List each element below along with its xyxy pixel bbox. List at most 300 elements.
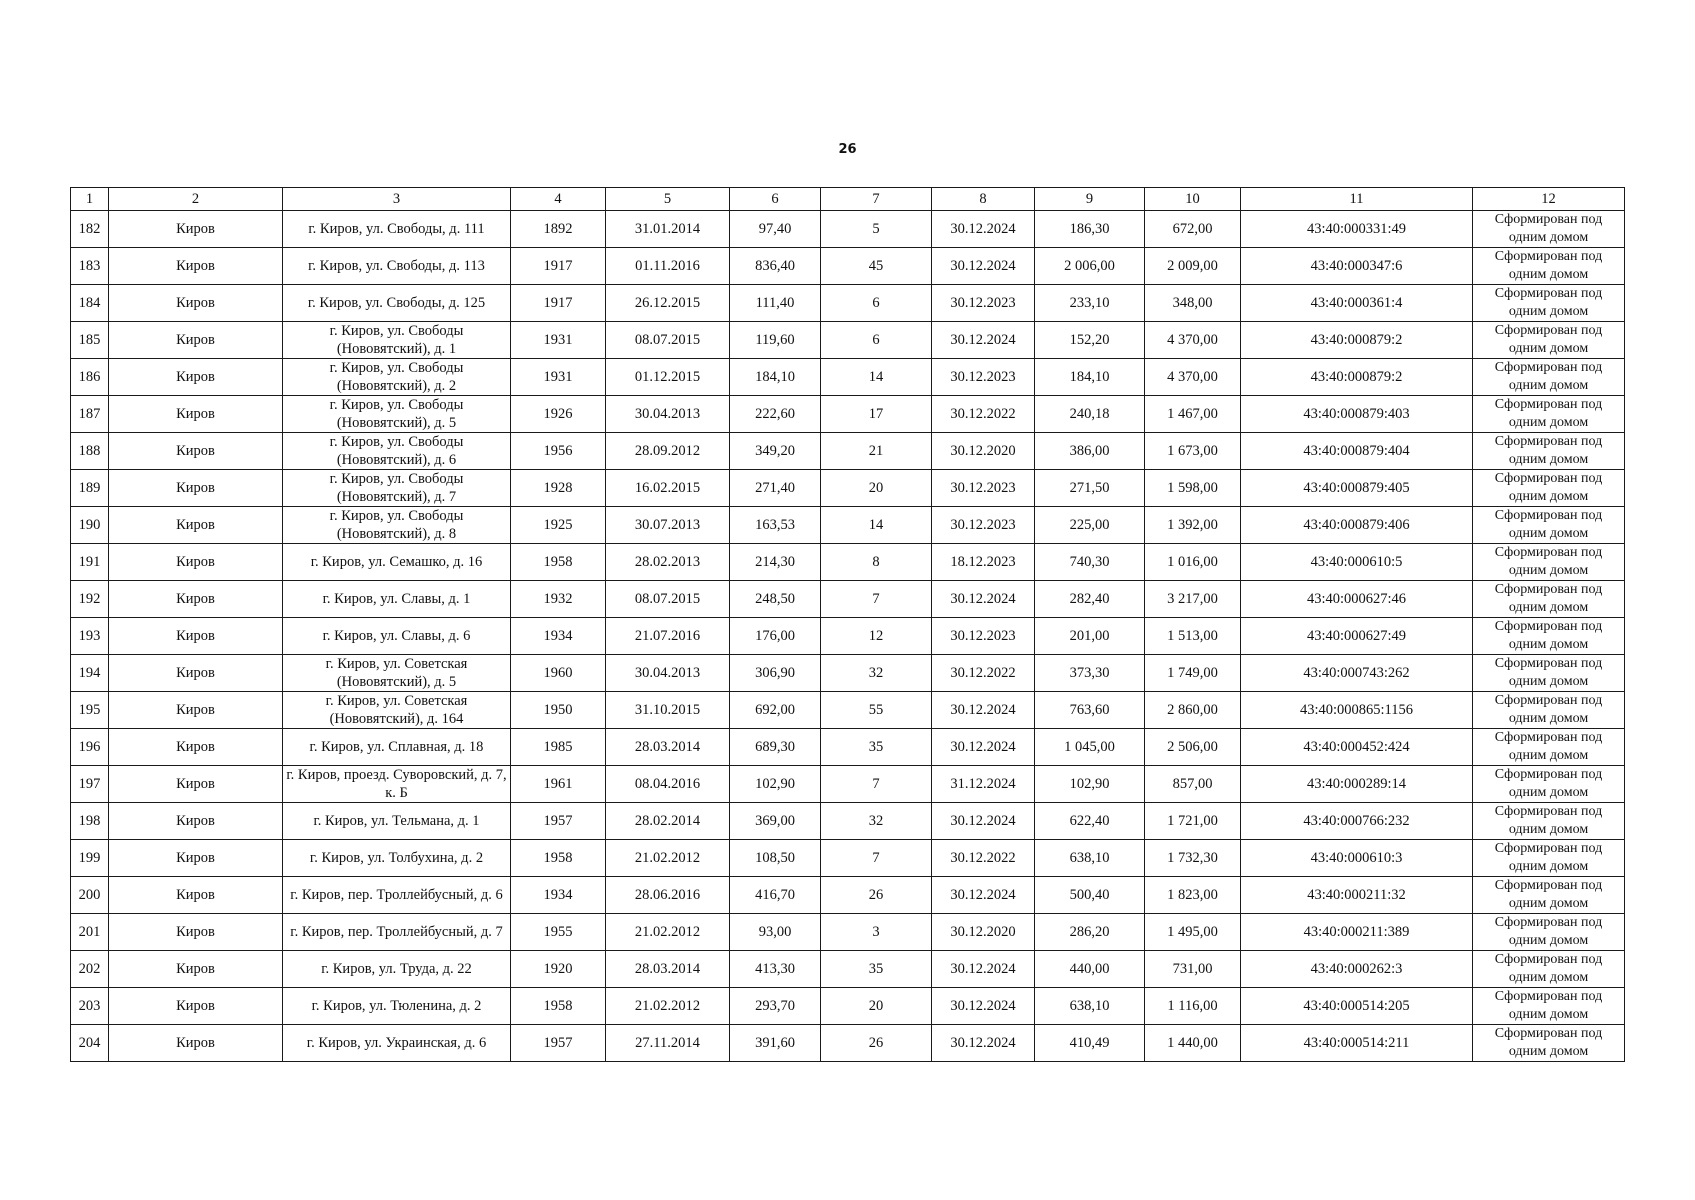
residents-cell: 12 bbox=[821, 618, 932, 655]
status-cell: Сформирован под одним домом bbox=[1473, 729, 1625, 766]
date-cell: 30.07.2013 bbox=[606, 507, 730, 544]
row-number-cell: 202 bbox=[71, 951, 109, 988]
cadastral-number-cell: 43:40:000879:403 bbox=[1241, 396, 1473, 433]
date-cell: 30.04.2013 bbox=[606, 655, 730, 692]
column-header-2: 2 bbox=[109, 188, 283, 211]
total-area-cell: 201,00 bbox=[1035, 618, 1145, 655]
date-cell: 28.06.2016 bbox=[606, 877, 730, 914]
cadastral-number-cell: 43:40:000743:262 bbox=[1241, 655, 1473, 692]
table-row bbox=[71, 655, 1625, 692]
column-header-5: 5 bbox=[606, 188, 730, 211]
row-number-cell: 184 bbox=[71, 285, 109, 322]
address-cell: г. Киров, ул. Толбухина, д. 2 bbox=[283, 840, 511, 877]
date-cell: 27.11.2014 bbox=[606, 1025, 730, 1062]
deadline-date-cell: 30.12.2024 bbox=[932, 322, 1035, 359]
year-built-cell: 1892 bbox=[511, 211, 606, 248]
total-area-cell: 763,60 bbox=[1035, 692, 1145, 729]
year-built-cell: 1934 bbox=[511, 618, 606, 655]
land-area-cell: 4 370,00 bbox=[1145, 359, 1241, 396]
column-header-1: 1 bbox=[71, 188, 109, 211]
deadline-date-cell: 30.12.2024 bbox=[932, 951, 1035, 988]
deadline-date-cell: 30.12.2022 bbox=[932, 396, 1035, 433]
cadastral-number-cell: 43:40:000514:211 bbox=[1241, 1025, 1473, 1062]
table-row bbox=[71, 211, 1625, 248]
total-area-cell: 152,20 bbox=[1035, 322, 1145, 359]
year-built-cell: 1956 bbox=[511, 433, 606, 470]
land-area-cell: 1 440,00 bbox=[1145, 1025, 1241, 1062]
address-cell: г. Киров, ул. Украинская, д. 6 bbox=[283, 1025, 511, 1062]
cadastral-number-cell: 43:40:000361:4 bbox=[1241, 285, 1473, 322]
status-cell: Сформирован под одним домом bbox=[1473, 581, 1625, 618]
table-row bbox=[71, 396, 1625, 433]
status-cell: Сформирован под одним домом bbox=[1473, 655, 1625, 692]
cadastral-number-cell: 43:40:000879:404 bbox=[1241, 433, 1473, 470]
year-built-cell: 1957 bbox=[511, 1025, 606, 1062]
cadastral-number-cell: 43:40:000766:232 bbox=[1241, 803, 1473, 840]
land-area-cell: 1 749,00 bbox=[1145, 655, 1241, 692]
status-cell: Сформирован под одним домом bbox=[1473, 359, 1625, 396]
residents-cell: 32 bbox=[821, 655, 932, 692]
date-cell: 16.02.2015 bbox=[606, 470, 730, 507]
status-cell: Сформирован под одним домом bbox=[1473, 544, 1625, 581]
area-cell: 108,50 bbox=[730, 840, 821, 877]
date-cell: 31.01.2014 bbox=[606, 211, 730, 248]
status-cell: Сформирован под одним домом bbox=[1473, 433, 1625, 470]
status-cell: Сформирован под одним домом bbox=[1473, 322, 1625, 359]
cadastral-number-cell: 43:40:000211:32 bbox=[1241, 877, 1473, 914]
residents-cell: 6 bbox=[821, 322, 932, 359]
row-number-cell: 197 bbox=[71, 766, 109, 803]
row-number-cell: 201 bbox=[71, 914, 109, 951]
row-number-cell: 194 bbox=[71, 655, 109, 692]
status-cell: Сформирован под одним домом bbox=[1473, 211, 1625, 248]
total-area-cell: 373,30 bbox=[1035, 655, 1145, 692]
year-built-cell: 1950 bbox=[511, 692, 606, 729]
date-cell: 28.03.2014 bbox=[606, 951, 730, 988]
land-area-cell: 1 732,30 bbox=[1145, 840, 1241, 877]
residents-cell: 17 bbox=[821, 396, 932, 433]
deadline-date-cell: 30.12.2020 bbox=[932, 914, 1035, 951]
deadline-date-cell: 30.12.2024 bbox=[932, 729, 1035, 766]
year-built-cell: 1928 bbox=[511, 470, 606, 507]
row-number-cell: 188 bbox=[71, 433, 109, 470]
address-cell: г. Киров, ул. Тельмана, д. 1 bbox=[283, 803, 511, 840]
table-row bbox=[71, 581, 1625, 618]
table-row bbox=[71, 248, 1625, 285]
land-area-cell: 3 217,00 bbox=[1145, 581, 1241, 618]
deadline-date-cell: 30.12.2024 bbox=[932, 1025, 1035, 1062]
land-area-cell: 348,00 bbox=[1145, 285, 1241, 322]
row-number-cell: 195 bbox=[71, 692, 109, 729]
row-number-cell: 191 bbox=[71, 544, 109, 581]
status-cell: Сформирован под одним домом bbox=[1473, 951, 1625, 988]
row-number-cell: 186 bbox=[71, 359, 109, 396]
municipality-cell: Киров bbox=[109, 248, 283, 285]
deadline-date-cell: 31.12.2024 bbox=[932, 766, 1035, 803]
row-number-cell: 198 bbox=[71, 803, 109, 840]
table-row bbox=[71, 877, 1625, 914]
date-cell: 28.03.2014 bbox=[606, 729, 730, 766]
column-header-9: 9 bbox=[1035, 188, 1145, 211]
deadline-date-cell: 30.12.2023 bbox=[932, 507, 1035, 544]
residents-cell: 32 bbox=[821, 803, 932, 840]
table-body bbox=[71, 211, 1625, 1062]
deadline-date-cell: 30.12.2024 bbox=[932, 877, 1035, 914]
table-row bbox=[71, 544, 1625, 581]
cadastral-number-cell: 43:40:000879:2 bbox=[1241, 322, 1473, 359]
column-header-3: 3 bbox=[283, 188, 511, 211]
address-cell: г. Киров, проезд. Суворовский, д. 7, к. Б bbox=[283, 766, 511, 803]
register-table bbox=[70, 187, 1625, 1062]
address-cell: г. Киров, ул. Семашко, д. 16 bbox=[283, 544, 511, 581]
table-row bbox=[71, 285, 1625, 322]
residents-cell: 35 bbox=[821, 951, 932, 988]
residents-cell: 7 bbox=[821, 766, 932, 803]
year-built-cell: 1961 bbox=[511, 766, 606, 803]
deadline-date-cell: 30.12.2023 bbox=[932, 470, 1035, 507]
land-area-cell: 1 673,00 bbox=[1145, 433, 1241, 470]
total-area-cell: 500,40 bbox=[1035, 877, 1145, 914]
year-built-cell: 1917 bbox=[511, 285, 606, 322]
total-area-cell: 233,10 bbox=[1035, 285, 1145, 322]
column-header-7: 7 bbox=[821, 188, 932, 211]
area-cell: 184,10 bbox=[730, 359, 821, 396]
municipality-cell: Киров bbox=[109, 877, 283, 914]
year-built-cell: 1958 bbox=[511, 544, 606, 581]
municipality-cell: Киров bbox=[109, 285, 283, 322]
date-cell: 30.04.2013 bbox=[606, 396, 730, 433]
row-number-cell: 199 bbox=[71, 840, 109, 877]
row-number-cell: 187 bbox=[71, 396, 109, 433]
municipality-cell: Киров bbox=[109, 470, 283, 507]
municipality-cell: Киров bbox=[109, 618, 283, 655]
cadastral-number-cell: 43:40:000879:405 bbox=[1241, 470, 1473, 507]
land-area-cell: 1 116,00 bbox=[1145, 988, 1241, 1025]
deadline-date-cell: 30.12.2022 bbox=[932, 840, 1035, 877]
land-area-cell: 857,00 bbox=[1145, 766, 1241, 803]
land-area-cell: 1 513,00 bbox=[1145, 618, 1241, 655]
cadastral-number-cell: 43:40:000289:14 bbox=[1241, 766, 1473, 803]
table-row bbox=[71, 729, 1625, 766]
total-area-cell: 282,40 bbox=[1035, 581, 1145, 618]
area-cell: 416,70 bbox=[730, 877, 821, 914]
date-cell: 01.12.2015 bbox=[606, 359, 730, 396]
status-cell: Сформирован под одним домом bbox=[1473, 840, 1625, 877]
residents-cell: 14 bbox=[821, 507, 932, 544]
land-area-cell: 1 823,00 bbox=[1145, 877, 1241, 914]
year-built-cell: 1925 bbox=[511, 507, 606, 544]
row-number-cell: 182 bbox=[71, 211, 109, 248]
table-row bbox=[71, 914, 1625, 951]
table-row bbox=[71, 766, 1625, 803]
status-cell: Сформирован под одним домом bbox=[1473, 507, 1625, 544]
residents-cell: 35 bbox=[821, 729, 932, 766]
municipality-cell: Киров bbox=[109, 988, 283, 1025]
year-built-cell: 1932 bbox=[511, 581, 606, 618]
column-header-8: 8 bbox=[932, 188, 1035, 211]
status-cell: Сформирован под одним домом bbox=[1473, 470, 1625, 507]
status-cell: Сформирован под одним домом bbox=[1473, 692, 1625, 729]
year-built-cell: 1957 bbox=[511, 803, 606, 840]
column-header-11: 11 bbox=[1241, 188, 1473, 211]
deadline-date-cell: 30.12.2023 bbox=[932, 285, 1035, 322]
year-built-cell: 1926 bbox=[511, 396, 606, 433]
total-area-cell: 2 006,00 bbox=[1035, 248, 1145, 285]
area-cell: 391,60 bbox=[730, 1025, 821, 1062]
date-cell: 08.07.2015 bbox=[606, 322, 730, 359]
address-cell: г. Киров, ул. Свободы (Нововятский), д. 2 bbox=[283, 359, 511, 396]
municipality-cell: Киров bbox=[109, 840, 283, 877]
year-built-cell: 1934 bbox=[511, 877, 606, 914]
address-cell: г. Киров, ул. Свободы (Нововятский), д. 8 bbox=[283, 507, 511, 544]
table-row bbox=[71, 988, 1625, 1025]
residents-cell: 8 bbox=[821, 544, 932, 581]
total-area-cell: 102,90 bbox=[1035, 766, 1145, 803]
municipality-cell: Киров bbox=[109, 1025, 283, 1062]
area-cell: 271,40 bbox=[730, 470, 821, 507]
cadastral-number-cell: 43:40:000211:389 bbox=[1241, 914, 1473, 951]
land-area-cell: 1 598,00 bbox=[1145, 470, 1241, 507]
residents-cell: 55 bbox=[821, 692, 932, 729]
area-cell: 119,60 bbox=[730, 322, 821, 359]
total-area-cell: 225,00 bbox=[1035, 507, 1145, 544]
municipality-cell: Киров bbox=[109, 803, 283, 840]
cadastral-number-cell: 43:40:000610:3 bbox=[1241, 840, 1473, 877]
area-cell: 214,30 bbox=[730, 544, 821, 581]
total-area-cell: 740,30 bbox=[1035, 544, 1145, 581]
status-cell: Сформирован под одним домом bbox=[1473, 988, 1625, 1025]
area-cell: 176,00 bbox=[730, 618, 821, 655]
cadastral-number-cell: 43:40:000865:1156 bbox=[1241, 692, 1473, 729]
area-cell: 413,30 bbox=[730, 951, 821, 988]
status-cell: Сформирован под одним домом bbox=[1473, 1025, 1625, 1062]
deadline-date-cell: 30.12.2024 bbox=[932, 211, 1035, 248]
cadastral-number-cell: 43:40:000610:5 bbox=[1241, 544, 1473, 581]
date-cell: 08.07.2015 bbox=[606, 581, 730, 618]
area-cell: 93,00 bbox=[730, 914, 821, 951]
municipality-cell: Киров bbox=[109, 322, 283, 359]
address-cell: г. Киров, ул. Свободы, д. 125 bbox=[283, 285, 511, 322]
area-cell: 836,40 bbox=[730, 248, 821, 285]
land-area-cell: 1 467,00 bbox=[1145, 396, 1241, 433]
status-cell: Сформирован под одним домом bbox=[1473, 248, 1625, 285]
total-area-cell: 184,10 bbox=[1035, 359, 1145, 396]
table-row bbox=[71, 692, 1625, 729]
date-cell: 28.02.2013 bbox=[606, 544, 730, 581]
row-number-cell: 203 bbox=[71, 988, 109, 1025]
deadline-date-cell: 30.12.2022 bbox=[932, 655, 1035, 692]
municipality-cell: Киров bbox=[109, 951, 283, 988]
status-cell: Сформирован под одним домом bbox=[1473, 877, 1625, 914]
date-cell: 21.02.2012 bbox=[606, 840, 730, 877]
deadline-date-cell: 18.12.2023 bbox=[932, 544, 1035, 581]
address-cell: г. Киров, ул. Славы, д. 6 bbox=[283, 618, 511, 655]
municipality-cell: Киров bbox=[109, 544, 283, 581]
address-cell: г. Киров, ул. Свободы, д. 111 bbox=[283, 211, 511, 248]
residents-cell: 26 bbox=[821, 877, 932, 914]
total-area-cell: 386,00 bbox=[1035, 433, 1145, 470]
table-row bbox=[71, 507, 1625, 544]
table-row bbox=[71, 803, 1625, 840]
status-cell: Сформирован под одним домом bbox=[1473, 914, 1625, 951]
address-cell: г. Киров, ул. Советская (Нововятский), д. 164 bbox=[283, 692, 511, 729]
year-built-cell: 1960 bbox=[511, 655, 606, 692]
address-cell: г. Киров, ул. Свободы (Нововятский), д. 6 bbox=[283, 433, 511, 470]
total-area-cell: 240,18 bbox=[1035, 396, 1145, 433]
area-cell: 689,30 bbox=[730, 729, 821, 766]
land-area-cell: 731,00 bbox=[1145, 951, 1241, 988]
area-cell: 102,90 bbox=[730, 766, 821, 803]
address-cell: г. Киров, пер. Троллейбусный, д. 6 bbox=[283, 877, 511, 914]
status-cell: Сформирован под одним домом bbox=[1473, 766, 1625, 803]
cadastral-number-cell: 43:40:000452:424 bbox=[1241, 729, 1473, 766]
total-area-cell: 638,10 bbox=[1035, 988, 1145, 1025]
deadline-date-cell: 30.12.2023 bbox=[932, 618, 1035, 655]
land-area-cell: 672,00 bbox=[1145, 211, 1241, 248]
column-header-12: 12 bbox=[1473, 188, 1625, 211]
address-cell: г. Киров, ул. Труда, д. 22 bbox=[283, 951, 511, 988]
area-cell: 248,50 bbox=[730, 581, 821, 618]
status-cell: Сформирован под одним домом bbox=[1473, 396, 1625, 433]
cadastral-number-cell: 43:40:000514:205 bbox=[1241, 988, 1473, 1025]
land-area-cell: 1 495,00 bbox=[1145, 914, 1241, 951]
table-row bbox=[71, 359, 1625, 396]
date-cell: 21.02.2012 bbox=[606, 988, 730, 1025]
residents-cell: 20 bbox=[821, 988, 932, 1025]
address-cell: г. Киров, ул. Славы, д. 1 bbox=[283, 581, 511, 618]
row-number-cell: 200 bbox=[71, 877, 109, 914]
deadline-date-cell: 30.12.2023 bbox=[932, 359, 1035, 396]
land-area-cell: 2 860,00 bbox=[1145, 692, 1241, 729]
date-cell: 26.12.2015 bbox=[606, 285, 730, 322]
cadastral-number-cell: 43:40:000627:46 bbox=[1241, 581, 1473, 618]
address-cell: г. Киров, пер. Троллейбусный, д. 7 bbox=[283, 914, 511, 951]
residents-cell: 7 bbox=[821, 581, 932, 618]
year-built-cell: 1955 bbox=[511, 914, 606, 951]
residents-cell: 21 bbox=[821, 433, 932, 470]
table-row bbox=[71, 951, 1625, 988]
municipality-cell: Киров bbox=[109, 914, 283, 951]
cadastral-number-cell: 43:40:000879:2 bbox=[1241, 359, 1473, 396]
column-header-10: 10 bbox=[1145, 188, 1241, 211]
total-area-cell: 440,00 bbox=[1035, 951, 1145, 988]
header-row bbox=[71, 188, 1625, 211]
deadline-date-cell: 30.12.2024 bbox=[932, 692, 1035, 729]
cadastral-number-cell: 43:40:000347:6 bbox=[1241, 248, 1473, 285]
land-area-cell: 1 016,00 bbox=[1145, 544, 1241, 581]
row-number-cell: 193 bbox=[71, 618, 109, 655]
residents-cell: 14 bbox=[821, 359, 932, 396]
status-cell: Сформирован под одним домом bbox=[1473, 285, 1625, 322]
date-cell: 21.07.2016 bbox=[606, 618, 730, 655]
date-cell: 08.04.2016 bbox=[606, 766, 730, 803]
municipality-cell: Киров bbox=[109, 655, 283, 692]
land-area-cell: 1 392,00 bbox=[1145, 507, 1241, 544]
page-number: 26 bbox=[838, 142, 857, 157]
deadline-date-cell: 30.12.2024 bbox=[932, 803, 1035, 840]
total-area-cell: 286,20 bbox=[1035, 914, 1145, 951]
area-cell: 349,20 bbox=[730, 433, 821, 470]
table-row bbox=[71, 322, 1625, 359]
row-number-cell: 185 bbox=[71, 322, 109, 359]
land-area-cell: 1 721,00 bbox=[1145, 803, 1241, 840]
table-row bbox=[71, 433, 1625, 470]
area-cell: 222,60 bbox=[730, 396, 821, 433]
residents-cell: 7 bbox=[821, 840, 932, 877]
residents-cell: 6 bbox=[821, 285, 932, 322]
area-cell: 97,40 bbox=[730, 211, 821, 248]
column-header-6: 6 bbox=[730, 188, 821, 211]
deadline-date-cell: 30.12.2024 bbox=[932, 988, 1035, 1025]
municipality-cell: Киров bbox=[109, 433, 283, 470]
date-cell: 31.10.2015 bbox=[606, 692, 730, 729]
cadastral-number-cell: 43:40:000262:3 bbox=[1241, 951, 1473, 988]
year-built-cell: 1920 bbox=[511, 951, 606, 988]
table-row bbox=[71, 470, 1625, 507]
year-built-cell: 1958 bbox=[511, 988, 606, 1025]
land-area-cell: 4 370,00 bbox=[1145, 322, 1241, 359]
municipality-cell: Киров bbox=[109, 507, 283, 544]
year-built-cell: 1931 bbox=[511, 359, 606, 396]
address-cell: г. Киров, ул. Свободы (Нововятский), д. 7 bbox=[283, 470, 511, 507]
total-area-cell: 186,30 bbox=[1035, 211, 1145, 248]
status-cell: Сформирован под одним домом bbox=[1473, 618, 1625, 655]
row-number-cell: 183 bbox=[71, 248, 109, 285]
address-cell: г. Киров, ул. Свободы, д. 113 bbox=[283, 248, 511, 285]
cadastral-number-cell: 43:40:000627:49 bbox=[1241, 618, 1473, 655]
residents-cell: 26 bbox=[821, 1025, 932, 1062]
municipality-cell: Киров bbox=[109, 729, 283, 766]
total-area-cell: 1 045,00 bbox=[1035, 729, 1145, 766]
residents-cell: 5 bbox=[821, 211, 932, 248]
land-area-cell: 2 506,00 bbox=[1145, 729, 1241, 766]
municipality-cell: Киров bbox=[109, 359, 283, 396]
address-cell: г. Киров, ул. Тюленина, д. 2 bbox=[283, 988, 511, 1025]
status-cell: Сформирован под одним домом bbox=[1473, 803, 1625, 840]
date-cell: 01.11.2016 bbox=[606, 248, 730, 285]
address-cell: г. Киров, ул. Советская (Нововятский), д. 5 bbox=[283, 655, 511, 692]
total-area-cell: 410,49 bbox=[1035, 1025, 1145, 1062]
year-built-cell: 1917 bbox=[511, 248, 606, 285]
address-cell: г. Киров, ул. Свободы (Нововятский), д. 1 bbox=[283, 322, 511, 359]
municipality-cell: Киров bbox=[109, 581, 283, 618]
year-built-cell: 1985 bbox=[511, 729, 606, 766]
area-cell: 306,90 bbox=[730, 655, 821, 692]
area-cell: 692,00 bbox=[730, 692, 821, 729]
residents-cell: 20 bbox=[821, 470, 932, 507]
row-number-cell: 190 bbox=[71, 507, 109, 544]
table-row bbox=[71, 618, 1625, 655]
cadastral-number-cell: 43:40:000331:49 bbox=[1241, 211, 1473, 248]
deadline-date-cell: 30.12.2024 bbox=[932, 581, 1035, 618]
row-number-cell: 204 bbox=[71, 1025, 109, 1062]
land-area-cell: 2 009,00 bbox=[1145, 248, 1241, 285]
residents-cell: 3 bbox=[821, 914, 932, 951]
table-row bbox=[71, 1025, 1625, 1062]
municipality-cell: Киров bbox=[109, 211, 283, 248]
column-header-4: 4 bbox=[511, 188, 606, 211]
deadline-date-cell: 30.12.2020 bbox=[932, 433, 1035, 470]
total-area-cell: 271,50 bbox=[1035, 470, 1145, 507]
row-number-cell: 196 bbox=[71, 729, 109, 766]
address-cell: г. Киров, ул. Сплавная, д. 18 bbox=[283, 729, 511, 766]
cadastral-number-cell: 43:40:000879:406 bbox=[1241, 507, 1473, 544]
date-cell: 28.02.2014 bbox=[606, 803, 730, 840]
residents-cell: 45 bbox=[821, 248, 932, 285]
year-built-cell: 1958 bbox=[511, 840, 606, 877]
deadline-date-cell: 30.12.2024 bbox=[932, 248, 1035, 285]
year-built-cell: 1931 bbox=[511, 322, 606, 359]
